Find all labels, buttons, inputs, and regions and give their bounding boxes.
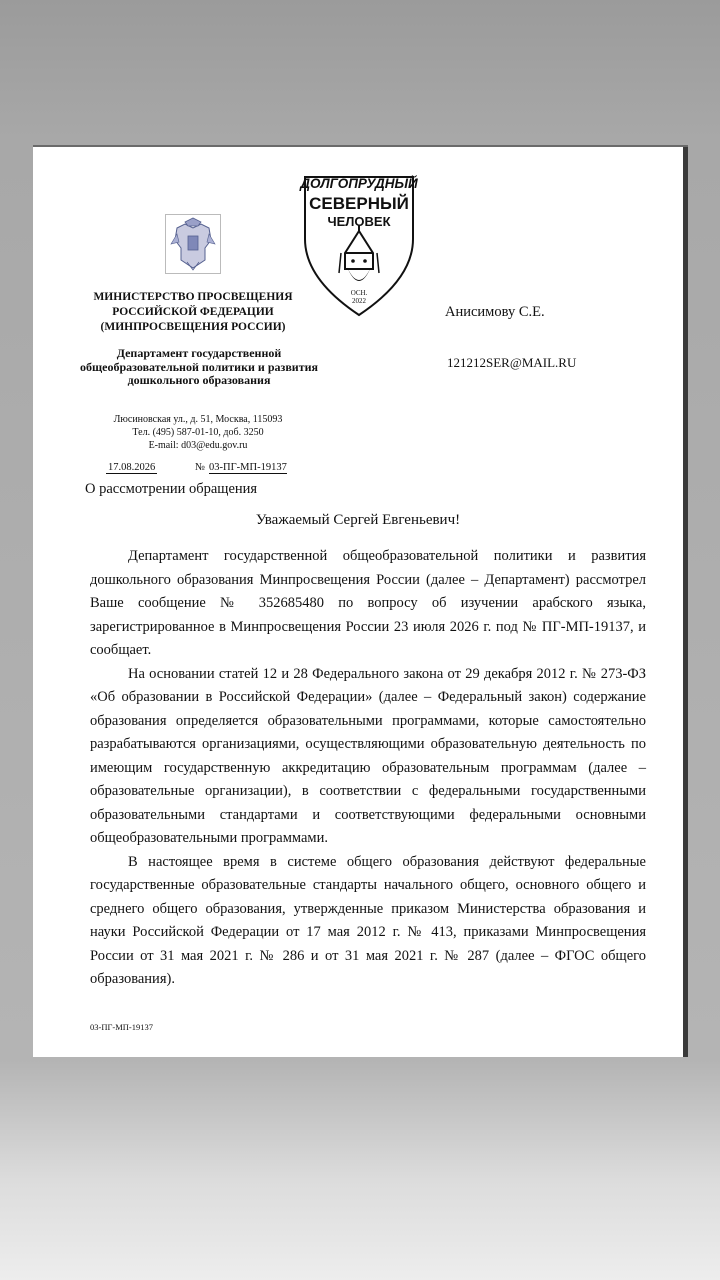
ministry-line-2: РОССИЙСКОЙ ФЕДЕРАЦИИ: [112, 306, 274, 318]
recipient-name: Анисимову С.Е.: [445, 304, 545, 320]
paragraph: На основании статей 12 и 28 Федерального закона от 29 декабря 2012 г. № 273-ФЗ «Об образовании в Российской Федерации» (далее – Федеральный закон) содержание образования определяется образовательными программами, которые самостоятельно разрабатываются организациями, осуществляющими образовательную деятельность по имеющим государственную аккредитацию образовательным программам (далее – образовательные организации), в соответствии с федеральными государственными образовательными стандартами и соответствующими федеральными основными общеобразовательными программами.: [90, 665, 646, 846]
letter-date: [106, 462, 157, 473]
paragraph: В настоящее время в системе общего образования действуют федеральные государственные образовательные стандарты начального общего, основного общего и среднего общего образования, утвержденные приказом Министерства образования и науки Российской Федерации от 17 мая 2012 г. № 413, приказами Минпросвещения России от 31 мая 2021 г. № 286 и от 31 мая 2021 г. № 287 (далее – ФГОС общего образования).: [90, 853, 646, 987]
coat-of-arms-icon: [165, 214, 221, 274]
letter-number-label: №: [195, 462, 206, 473]
logo-line-2: ЧЕЛОВЕК: [327, 214, 391, 229]
letter-subject: О рассмотрении обращения: [85, 481, 258, 497]
severny-chelovek-logo: [295, 169, 423, 319]
logo-line-1: СЕВЕРНЫЙ: [309, 194, 409, 213]
ministry-line-1: МИНИСТЕРСТВО ПРОСВЕЩЕНИЯ: [93, 291, 293, 303]
department-name: Департамент государственной общеобразовательной политики и развития дошкольного образования: [79, 346, 319, 387]
letter-number-value: 03-ПГ-МП-19137: [209, 462, 287, 473]
letter-number: [195, 462, 287, 473]
logo-year: 2022: [352, 297, 366, 305]
ministry-line-3: (МИНПРОСВЕЩЕНИЯ РОССИИ): [100, 321, 286, 333]
address-street: Люсиновская ул., д. 51, Москва, 115093: [113, 414, 283, 425]
logo-top-text: ДОЛГОПРУДНЫЙ: [300, 176, 418, 191]
paragraph: Департамент государственной общеобразовательной политики и развития дошкольного образования Минпросвещения России (далее – Департамент) рассмотрел Ваше сообщение № 352685480 по вопросу об изучении арабского языка, зарегистрированное в Минпросвещения России 23 июля 2026 г. под № ПГ-МП-19137, и сообщает.: [90, 548, 646, 658]
letter-date-value: 17.08.2026: [108, 462, 156, 473]
greeting: Уважаемый Сергей Евгеньевич!: [255, 512, 461, 528]
department-address: [73, 413, 323, 452]
logo-bottom-text: ОСН.: [350, 289, 368, 297]
letter-page: [33, 147, 683, 1057]
ministry-header: [73, 290, 313, 335]
footer-code: 03-ПГ-МП-19137: [90, 1022, 153, 1032]
address-phone: Тел. (495) 587-01-10, доб. 3250: [132, 427, 264, 438]
paper-right-edge: [683, 147, 688, 1057]
letter-body: [90, 545, 646, 992]
recipient-email: 121212SER@MAIL.RU: [447, 355, 577, 370]
address-email: E-mail: d03@edu.gov.ru: [148, 440, 248, 451]
